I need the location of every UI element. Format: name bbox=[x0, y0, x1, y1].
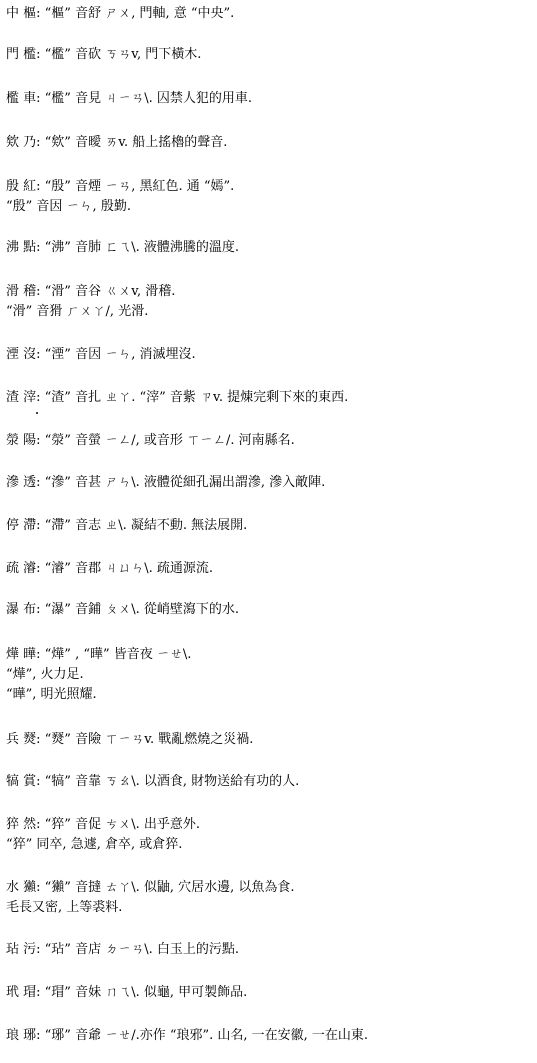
entry-line: “曄”, 明光照耀. bbox=[6, 687, 97, 702]
entry-tingzhi bbox=[6, 516, 531, 536]
entry-shentou bbox=[6, 473, 531, 493]
entry-shujun bbox=[6, 559, 531, 579]
entry-line: 滲 透: “滲” 音甚 ㄕㄣ\. 液體從細孔漏出謂滲, 滲入敵陣. bbox=[6, 475, 326, 490]
entry-pubu bbox=[6, 600, 531, 620]
entry-line: 停 滯: “滯” 音志 ㄓ\. 凝結不動. 無法展開. bbox=[6, 518, 248, 533]
entry-kaoshang bbox=[6, 772, 531, 792]
entry-line: 欸 乃: “欸” 音曖 ㄞv. 船上搖櫓的聲音. bbox=[6, 135, 228, 150]
entry-daimao bbox=[6, 983, 531, 1003]
entry-dianwu bbox=[6, 940, 531, 960]
entry-yanmo bbox=[6, 345, 531, 365]
entry-bingxian bbox=[6, 730, 531, 750]
entry-yeye bbox=[6, 645, 531, 705]
entry-line: 檻 車: “檻” 音見 ㄐㄧㄢ\. 囚禁人犯的用車. bbox=[6, 91, 252, 106]
entry-xingyang bbox=[6, 431, 531, 451]
entry-line: “殷” 音因 ㄧㄣ, 殷勤. bbox=[6, 199, 131, 214]
entry-line: 湮 沒: “湮” 音因 ㄧㄣ, 消滅埋沒. bbox=[6, 347, 196, 362]
entry-line: 琅 琊: “琊” 音爺 ㄧㄝ/.亦作 “琅邪”. 山名, 一在安徽, 一在山東. bbox=[6, 1028, 369, 1043]
entry-menkan bbox=[6, 45, 531, 65]
entry-line: 疏 濬: “濬” 音郡 ㄐㄩㄣ\. 疏通源流. bbox=[6, 561, 213, 576]
entry-guji bbox=[6, 282, 531, 322]
entry-line: 兵 燹: “燹” 音險 ㄒㄧㄢv. 戰亂燃燒之災禍. bbox=[6, 732, 254, 747]
entry-line: 毛長又密, 上等裘料. bbox=[6, 900, 123, 915]
entry-line: 沸 點: “沸” 音肺 ㄈㄟ\. 液體沸騰的溫度. bbox=[6, 240, 239, 255]
entry-line: 滑 稽: “滑” 音谷 ㄍㄨv, 滑稽. bbox=[6, 284, 176, 299]
entry-feidian bbox=[6, 238, 531, 258]
entry-line: 犒 賞: “犒” 音靠 ㄎㄠ\. 以酒食, 財物送給有功的人. bbox=[6, 774, 300, 789]
entry-line: 中 樞: “樞” 音舒 ㄕㄨ, 門軸, 意 “中央”. bbox=[6, 6, 235, 21]
entry-line: 殷 紅: “殷” 音煙 ㄧㄢ, 黑紅色. 通 “嫣”. bbox=[6, 179, 235, 194]
entry-line: 門 檻: “檻” 音砍 ㄎㄢv, 門下橫木. bbox=[6, 47, 202, 62]
entry-line: “燁”, 火力足. bbox=[6, 667, 84, 682]
entry-curan bbox=[6, 815, 531, 855]
entry-line: 瀑 布: “瀑” 音鋪 ㄆㄨ\. 從峭壁瀉下的水. bbox=[6, 602, 239, 617]
entry-line: “猝” 同卒, 急遽, 倉卒, 或倉猝. bbox=[6, 837, 183, 852]
entry-line: “滑” 音猾 ㄏㄨㄚ/, 光滑. bbox=[6, 304, 149, 319]
entry-kanche bbox=[6, 89, 531, 109]
stray-dot bbox=[36, 412, 38, 414]
entry-line: 玳 瑁: “瑁” 音妹 ㄇㄟ\. 似龜, 甲可製飾品. bbox=[6, 985, 248, 1000]
entry-zhongshu bbox=[6, 4, 531, 24]
entry-line: 猝 然: “猝” 音促 ㄘㄨ\. 出乎意外. bbox=[6, 817, 200, 832]
entry-ainai bbox=[6, 133, 531, 153]
entry-line: 燁 曄: “燁” , “曄” 皆音夜 ㄧㄝ\. bbox=[6, 647, 192, 662]
entry-yanhong bbox=[6, 177, 531, 217]
entry-line: 水 獺: “獺” 音撻 ㄊㄚ\. 似鼬, 穴居水邊, 以魚為食. bbox=[6, 880, 295, 895]
entry-shuita bbox=[6, 878, 531, 918]
entry-langya bbox=[6, 1026, 531, 1046]
entry-line: 玷 污: “玷” 音店 ㄉㄧㄢ\. 白玉上的污點. bbox=[6, 942, 239, 957]
entry-line: 滎 陽: “滎” 音螢 ㄧㄥ/, 或音形 ㄒㄧㄥ/. 河南縣名. bbox=[6, 433, 295, 448]
entry-zhazi bbox=[6, 388, 531, 408]
entry-line: 渣 滓: “渣” 音扎 ㄓㄚ. “滓” 音紫 ㄗv. 提煉完剩下來的東西. bbox=[6, 390, 349, 405]
